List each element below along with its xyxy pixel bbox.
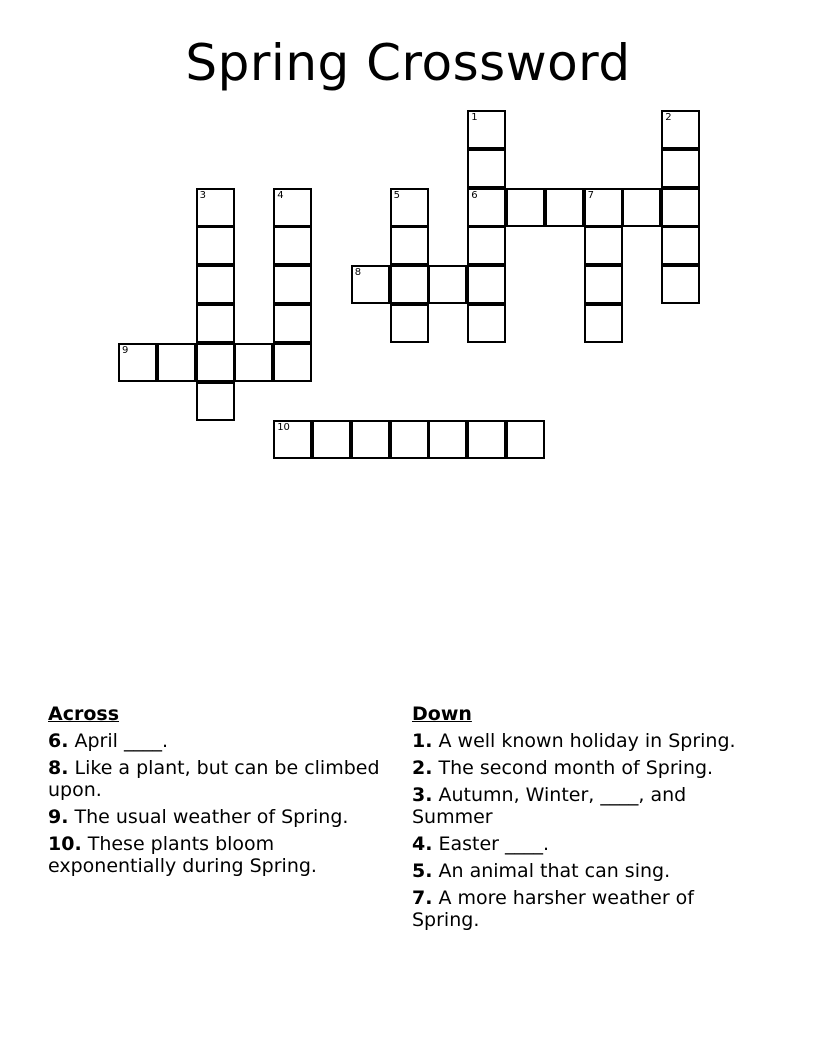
crossword-cell[interactable] xyxy=(196,304,235,343)
crossword-cell[interactable] xyxy=(545,188,584,227)
clue-down-7: 7. A more harsher weather of Spring. xyxy=(412,887,694,931)
crossword-cell-8[interactable] xyxy=(351,265,390,304)
crossword-cell-6[interactable] xyxy=(467,188,506,227)
crossword-cell-1[interactable] xyxy=(467,110,506,149)
crossword-cell[interactable] xyxy=(661,188,700,227)
down-heading: Down xyxy=(412,703,472,725)
crossword-cell[interactable] xyxy=(273,265,312,304)
crossword-cell[interactable] xyxy=(196,226,235,265)
crossword-cell[interactable] xyxy=(661,265,700,304)
clue-number-label: 3 xyxy=(199,189,206,201)
crossword-cell[interactable] xyxy=(196,382,235,421)
clue-across-8: 8. Like a plant, but can be climbed upon. xyxy=(48,757,380,801)
crossword-cell[interactable] xyxy=(467,265,506,304)
crossword-cell-10[interactable] xyxy=(273,420,312,459)
crossword-cell[interactable] xyxy=(351,420,390,459)
crossword-cell-5[interactable] xyxy=(390,188,429,227)
across-heading: Across xyxy=(48,703,120,725)
clue-down-1: 1. A well known holiday in Spring. xyxy=(412,730,736,752)
crossword-cell[interactable] xyxy=(428,420,467,459)
crossword-cell[interactable] xyxy=(428,265,467,304)
crossword-cell[interactable] xyxy=(467,420,506,459)
clue-number-label: 1 xyxy=(471,112,478,123)
crossword-cell[interactable] xyxy=(196,265,235,304)
crossword-cell[interactable] xyxy=(467,304,506,343)
clue-number-label: 2 xyxy=(665,112,672,123)
crossword-cell[interactable] xyxy=(273,226,312,265)
crossword-cell[interactable] xyxy=(661,149,700,188)
crossword-cell-2[interactable] xyxy=(661,110,700,149)
clue-number-label: 9 xyxy=(122,344,129,356)
crossword-cell[interactable] xyxy=(390,265,429,304)
crossword-cell[interactable] xyxy=(467,149,506,188)
clue-down-4: 4. Easter ____. xyxy=(412,833,550,855)
clue-number-label: 8 xyxy=(354,267,362,279)
crossword-cell[interactable] xyxy=(390,226,429,265)
crossword-cell[interactable] xyxy=(506,188,545,227)
crossword-cell[interactable] xyxy=(622,188,661,227)
crossword-cell-9[interactable] xyxy=(118,343,157,382)
crossword-cell[interactable] xyxy=(584,304,623,343)
clue-number-label: 10 xyxy=(277,422,290,434)
down-clues xyxy=(412,703,757,936)
crossword-cell[interactable] xyxy=(506,420,545,459)
crossword-cell-3[interactable] xyxy=(196,188,235,227)
crossword-cell[interactable] xyxy=(312,420,351,459)
crossword-cell[interactable] xyxy=(390,304,429,343)
crossword-cell[interactable] xyxy=(661,226,700,265)
crossword-cell[interactable] xyxy=(584,226,623,265)
crossword-cell[interactable] xyxy=(584,265,623,304)
across-clues xyxy=(48,703,393,882)
clue-number-label: 5 xyxy=(393,189,400,201)
crossword-cell[interactable] xyxy=(467,226,506,265)
clue-number-label: 6 xyxy=(471,189,478,201)
clue-across-6: 6. April ____. xyxy=(48,730,169,752)
clue-across-9: 9. The usual weather of Spring. xyxy=(48,806,349,828)
clue-number-label: 7 xyxy=(587,189,594,201)
crossword-cell[interactable] xyxy=(273,343,312,382)
page-title: Spring Crossword xyxy=(185,34,631,92)
clue-down-5: 5. An animal that can sing. xyxy=(412,860,671,882)
crossword-cell[interactable] xyxy=(273,304,312,343)
crossword-cell[interactable] xyxy=(390,420,429,459)
crossword-cell[interactable] xyxy=(157,343,196,382)
clue-down-3: 3. Autumn, Winter, ____, and Summer xyxy=(412,784,687,828)
crossword-cell-7[interactable] xyxy=(584,188,623,227)
crossword-cell[interactable] xyxy=(196,343,235,382)
clue-across-10: 10. These plants bloom exponentially during Spring. xyxy=(48,833,317,877)
crossword-cell-4[interactable] xyxy=(273,188,312,227)
clue-down-2: 2. The second month of Spring. xyxy=(412,757,714,779)
crossword-cell[interactable] xyxy=(234,343,273,382)
crossword-grid xyxy=(0,0,816,470)
clue-number-label: 4 xyxy=(277,189,284,201)
